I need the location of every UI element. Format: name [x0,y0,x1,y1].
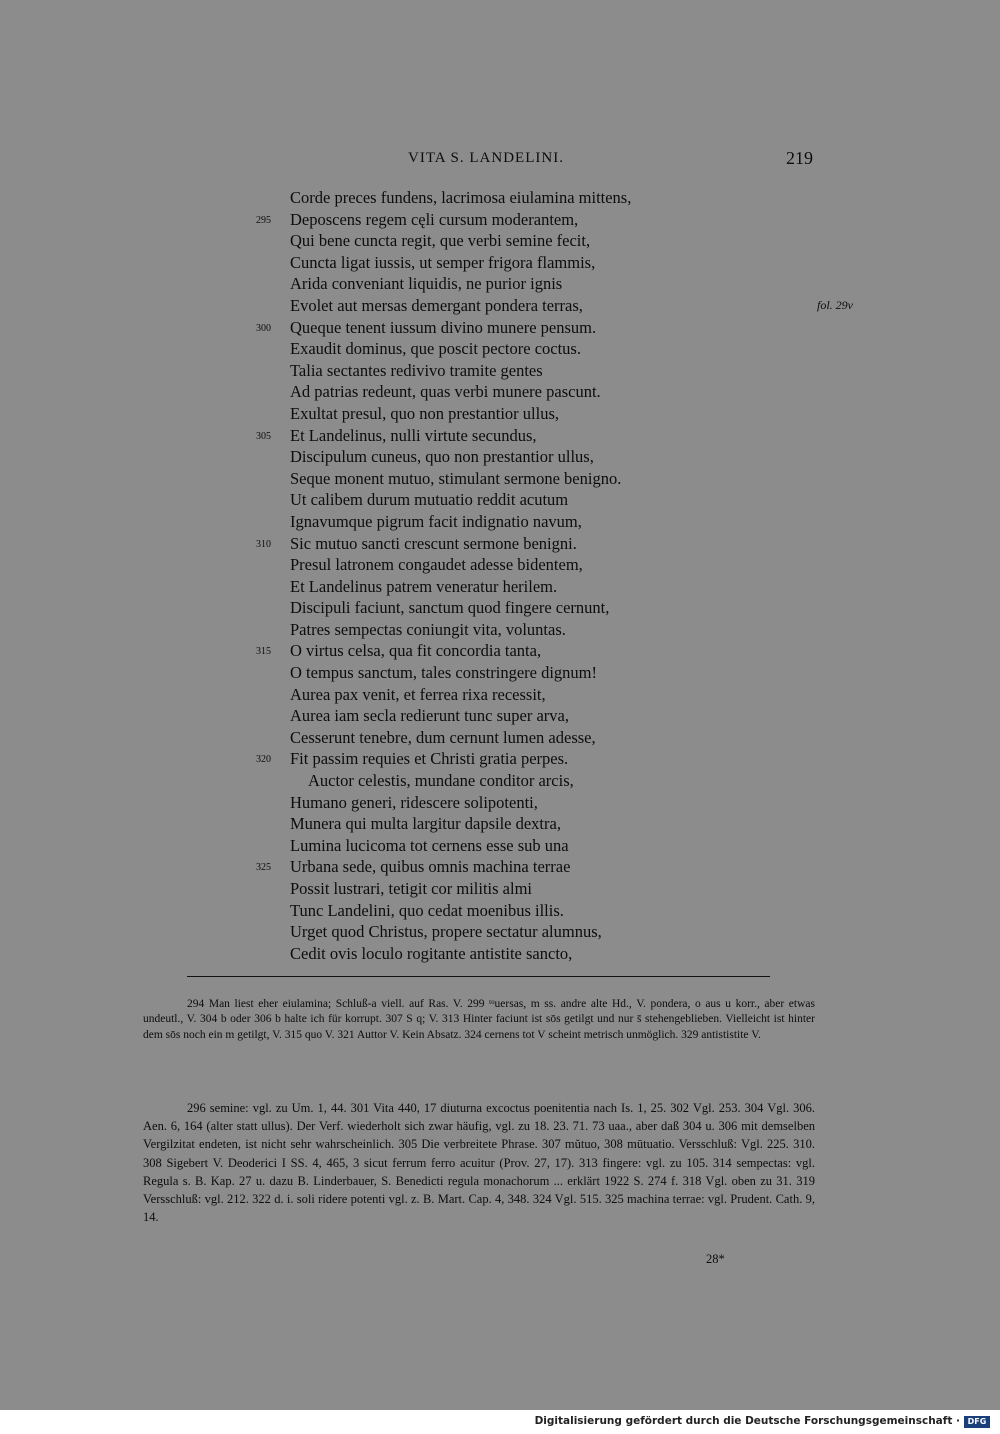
running-head: VITA S. LANDELINI. [408,150,564,166]
verse-line [0,209,1000,231]
footnote-divider [187,976,770,977]
verse-line [0,662,1000,684]
verse-text: Exultat presul, quo non prestantior ullus, [290,403,560,423]
verse-text: Et Landelinus patrem veneratur herilem. [290,576,558,596]
verse-line [0,856,1000,878]
line-number: 320 [256,754,271,766]
verse-text: Lumina lucicoma tot cernens esse sub una [290,835,569,855]
verse-line [0,770,1000,792]
verse-line [0,273,1000,295]
verse-text: Urget quod Christus, propere sectatur alumnus, [290,922,602,942]
verse-text: Qui bene cuncta regit, que verbi semine fecit, [290,231,591,251]
verse-text: Urbana sede, quibus omnis machina terrae [290,857,571,877]
verse-line [0,338,1000,360]
folio-marginal-note: fol. 29v [817,297,853,312]
verse-text: Exaudit dominus, que poscit pectore coctus. [290,339,581,359]
verse-line [0,619,1000,641]
verse-text: Corde preces fundens, lacrimosa eiulamina mittens, [290,188,632,207]
verse-line [0,489,1000,511]
footer-credit: Digitalisierung gefördert durch die Deutsche Forschungsgemeinschaft · [534,1415,960,1427]
verse-text: Sic mutuo sancti crescunt sermone benigni. [290,533,577,553]
verse-line [0,705,1000,727]
verse-text: Et Landelinus, nulli virtute secundus, [290,425,537,445]
verse-line [0,576,1000,598]
verse-text: Ignavumque pigrum facit indignatio navum, [290,511,582,531]
verse-line [0,597,1000,619]
verse-line [0,446,1000,468]
verse-text: Aurea iam secla redierunt tunc super arva, [290,706,569,726]
line-number: 305 [256,430,271,442]
verse-text: Humano generi, ridescere solipotenti, [290,792,538,812]
verse-line [0,425,1000,447]
verse-text: Patres sempectas coniungit vita, voluntas. [290,619,566,639]
verse-line [0,921,1000,943]
verse-text: Ad patrias redeunt, quas verbi munere pascunt. [290,382,601,402]
verse-text: Deposcens regem cęli cursum moderantem, [290,209,579,229]
verse-line [0,727,1000,749]
verse-text: O virtus celsa, qua fit concordia tanta, [290,641,542,661]
verse-text: Arida conveniant liquidis, ne purior ignis [290,274,563,294]
verse-line [0,360,1000,382]
verse-line [0,748,1000,770]
dfg-logo: DFG [964,1416,990,1428]
verse-line [0,381,1000,403]
verse-line [0,554,1000,576]
verse-line [0,878,1000,900]
verse-line [0,468,1000,490]
verse-line [0,403,1000,425]
verse-line [0,187,1000,209]
verse-text: Cuncta ligat iussis, ut semper frigora flammis, [290,252,596,272]
apparatus-text: 294 Man liest eher eiulamina; Schluß-a viell. auf Ras. V. 299 ᵗᵒuersas, m ss. andre alte Hd., V. pondera, o aus u korr., aber etwas undeutl., V. 304 b oder 306 b halte ich für korrupt. 307 S q; V. 313 Hinter faciunt ist sōs getilgt und nur s̄ stehengeblieben. Vielleicht ist hinter dem sōs noch ein m getilgt, V. 315 quo V. 321 Auttor V. Kein Absatz. 324 cernens tot V scheint metrisch unmöglich. 329 antististite V. [143,998,815,1041]
verse-text: Discipuli faciunt, sanctum quod fingere cernunt, [290,598,610,618]
signature-mark: 28* [706,1252,725,1266]
verse-text: Munera qui multa largitur dapsile dextra, [290,814,561,834]
verse-text: Aurea pax venit, et ferrea rixa recessit, [290,684,546,704]
commentary-notes [143,1099,815,1226]
verse-text: Presul latronem congaudet adesse bidentem, [290,555,583,575]
verse-text: Auctor celestis, mundane conditor arcis, [308,771,574,791]
verse-text: Cesserunt tenebre, dum cernunt lumen adesse, [290,727,596,747]
verse-line [0,835,1000,857]
verse-line [0,813,1000,835]
verse-line [0,900,1000,922]
verse-line [0,295,1000,317]
page-number: 219 [786,148,813,168]
verse-text: Cedit ovis loculo rogitante antistite sancto, [290,943,573,963]
verse-line [0,792,1000,814]
verse-text: Ut calibem durum mutuatio reddit acutum [290,490,569,510]
verse-text: Talia sectantes redivivo tramite gentes [290,360,543,380]
line-number: 315 [256,646,271,658]
line-number: 325 [256,862,271,874]
line-number: 295 [256,214,271,226]
verse-text: Tunc Landelini, quo cedat moenibus illis. [290,900,564,920]
line-number: 310 [256,538,271,550]
verse-text: Evolet aut mersas demergant pondera terras, [290,295,583,315]
commentary-text: 296 semine: vgl. zu Um. 1, 44. 301 Vita 440, 17 diuturna excoctus poenitentia nach Is. 1, 25. 302 Vgl. 253. 304 Vgl. 306. Aen. 6, 164 (alter statt ullus). Der Verf. wiederholt sich zwar häufig, vgl. zu 18. 23. 71. 73 uaa., aber daß 304 u. 306 mit demselben Vergilzitat endeten, ist nicht sehr wahrscheinlich. 305 Die verbreitete Phrase. 307 mŭtuo, 308 mūtuatio. Versschluß: Vgl. 225. 310. 308 Sigebert V. Deoderici I SS. 4, 465, 3 sicut ferrum ferro acuitur (Prov. 27, 17). 313 fingere: vgl. zu 105. 314 sempectas: vgl. Regula s. B. Kap. 27 u. dazu B. Linderbauer, S. Benedicti regula monachorum ... erklärt 1922 S. 274 f. 318 Vgl. oben zu 31. 319 Versschluß: vgl. 212. 322 d. i. soli ridere potenti vgl. z. B. Mart. Cap. 4, 348. 324 Vgl. 515. 325 machina terrae: vgl. Prudent. Cath. 9, 14. [143,1101,815,1225]
verse-text: Queque tenent iussum divino munere pensum. [290,317,597,337]
verse-line [0,252,1000,274]
verse-block [0,187,1000,964]
verse-line [0,943,1000,965]
line-number: 300 [256,322,271,334]
verse-text: O tempus sanctum, tales constringere dignum! [290,663,598,683]
verse-line [0,640,1000,662]
verse-text: Seque monent mutuo, stimulant sermone benigno. [290,468,622,488]
verse-line [0,230,1000,252]
verse-text: Possit lustrari, tetigit cor militis almi [290,879,532,898]
critical-apparatus [143,997,815,1043]
verse-line [0,533,1000,555]
verse-line [0,511,1000,533]
verse-text: Discipulum cuneus, quo non prestantior ullus, [290,447,594,467]
verse-line [0,317,1000,339]
verse-text: Fit passim requies et Christi gratia perpes. [290,749,569,769]
digitization-footer [0,1410,1000,1434]
verse-line [0,684,1000,706]
